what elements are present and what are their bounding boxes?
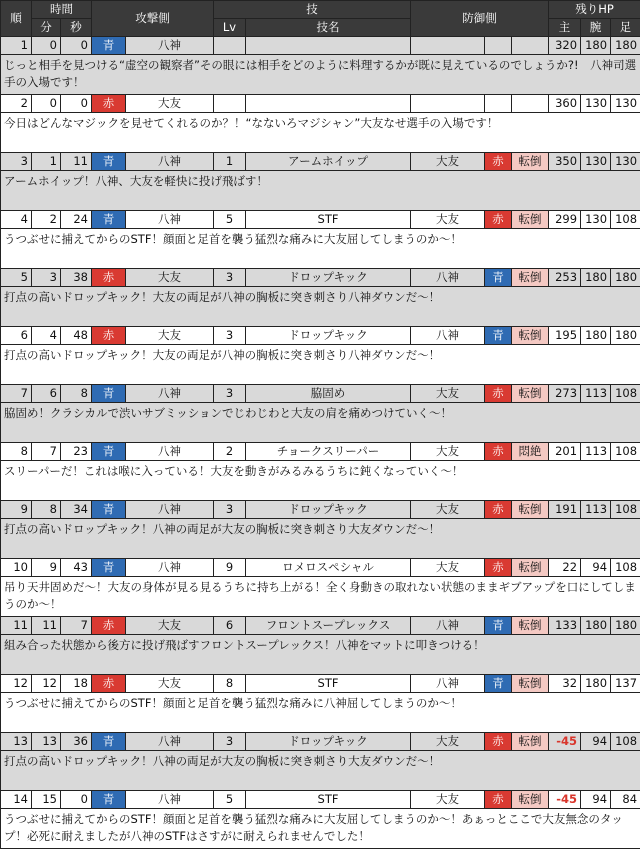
comment-text: じっと相手を見つける“虚空の観察者”その眼には相手をどのように料理するかが既に見えているのでしょうか?! 八神司選手の入場です！ [1,55,640,95]
comment-text: 打点の高いドロップキック！大友の両足が八神の胸板に突き刺さり八神ダウンだ～！ [1,345,640,385]
hp-arm: 94 [581,791,611,809]
comment-text: 組み合った状態から後方に投げ飛ばすフロントスープレックス！八神をマットに叩きつける！ [1,635,640,675]
defender-name: 八神 [411,617,485,635]
table-row [1,269,640,287]
defender-side-badge [485,37,512,55]
attacker-name: 大友 [126,675,214,693]
attacker-side-badge: 赤 [92,617,126,635]
row-number: 7 [1,385,32,403]
comment-row [1,577,640,617]
attacker-side-badge: 青 [92,791,126,809]
attacker-side-badge: 青 [92,733,126,751]
hp-main: 201 [549,443,581,461]
tech-name [246,37,411,55]
result-badge: 転倒 [512,559,549,577]
hp-leg: 108 [611,211,640,229]
row-number: 2 [1,95,32,113]
comment-row [1,519,640,559]
defender-side-badge: 青 [485,617,512,635]
hp-main: 22 [549,559,581,577]
time-minute: 1 [32,153,61,171]
comment-text: スリーパーだ！これは喉に入っている！大友を動きがみるみるうちに鈍くなっていく～！ [1,461,640,501]
table-row [1,95,640,113]
time-minute: 6 [32,385,61,403]
result-badge [512,37,549,55]
hp-leg: 108 [611,559,640,577]
comment-text: 今日はどんなマジックを見せてくれるのか？！“なないろマジシャン”大友なせ選手の入場です！ [1,113,640,153]
header-byo: 秒 [61,19,92,37]
row-number: 6 [1,327,32,345]
defender-side-badge: 赤 [485,443,512,461]
tech-name: ドロップキック [246,501,411,519]
tech-level: 9 [214,559,246,577]
comment-text: 打点の高いドロップキック！大友の両足が八神の胸板に突き刺さり八神ダウンだ～！ [1,287,640,327]
header-ashi: 足 [611,19,640,37]
attacker-name: 八神 [126,385,214,403]
attacker-side-badge: 赤 [92,675,126,693]
tech-level [214,95,246,113]
row-number: 5 [1,269,32,287]
attacker-side-badge: 赤 [92,327,126,345]
result-badge: 転倒 [512,733,549,751]
comment-row [1,635,640,675]
table-row [1,501,640,519]
comment-text: 打点の高いドロップキック！八神の両足が大友の胸板に突き刺さり大友ダウンだ～！ [1,519,640,559]
result-badge: 転倒 [512,153,549,171]
hp-leg: 180 [611,327,640,345]
hp-arm: 130 [581,95,611,113]
hp-arm: 113 [581,501,611,519]
hp-main: 32 [549,675,581,693]
header-fun: 分 [32,19,61,37]
header-jun: 順 [1,1,32,37]
comment-row [1,171,640,211]
comment-text: うつぶせに捕えてからのSTF！顔面と足首を襲う猛烈な痛みに大友屈してしまうのか～！あぁっとここで大友無念のタップ！必死に耐えましたが八神のSTFはさすがに耐えられませんでした！ [1,809,640,849]
time-minute: 8 [32,501,61,519]
header-shu: 主 [549,19,581,37]
attacker-side-badge: 青 [92,211,126,229]
defender-name: 八神 [411,269,485,287]
hp-arm: 180 [581,675,611,693]
comment-row [1,751,640,791]
defender-name [411,37,485,55]
defender-name: 大友 [411,385,485,403]
time-second: 8 [61,385,92,403]
comment-row [1,287,640,327]
defender-side-badge: 赤 [485,211,512,229]
defender-name: 八神 [411,675,485,693]
time-minute: 13 [32,733,61,751]
header-hp: 残りHP [549,1,640,19]
comment-text: うつぶせに捕えてからのSTF！顔面と足首を襲う猛烈な痛みに大友屈してしまうのか～！ [1,229,640,269]
hp-main: 253 [549,269,581,287]
attacker-name: 八神 [126,153,214,171]
comment-text: 脇固め！クラシカルで渋いサブミッションでじわじわと大友の肩を痛めつけていく～！ [1,403,640,443]
row-number: 1 [1,37,32,55]
table-row [1,559,640,577]
result-badge: 転倒 [512,675,549,693]
table-row [1,675,640,693]
defender-side-badge: 赤 [485,791,512,809]
attacker-name: 大友 [126,617,214,635]
row-number: 8 [1,443,32,461]
defender-side-badge: 青 [485,327,512,345]
row-number: 9 [1,501,32,519]
result-badge: 転倒 [512,327,549,345]
hp-main: 195 [549,327,581,345]
result-badge: 転倒 [512,791,549,809]
attacker-name: 八神 [126,791,214,809]
tech-level: 5 [214,211,246,229]
hp-leg: 137 [611,675,640,693]
attacker-side-badge: 赤 [92,269,126,287]
time-second: 7 [61,617,92,635]
hp-leg: 180 [611,37,640,55]
attacker-name: 八神 [126,37,214,55]
defender-side-badge [485,95,512,113]
tech-name: STF [246,791,411,809]
hp-main: 273 [549,385,581,403]
row-number: 4 [1,211,32,229]
attacker-name: 八神 [126,559,214,577]
defender-name: 大友 [411,559,485,577]
result-badge: 転倒 [512,269,549,287]
table-row [1,153,640,171]
comment-row [1,403,640,443]
attacker-side-badge: 青 [92,385,126,403]
tech-name: ドロップキック [246,269,411,287]
defender-name: 大友 [411,211,485,229]
table-row [1,211,640,229]
tech-name: STF [246,675,411,693]
hp-arm: 94 [581,559,611,577]
header-ude: 腕 [581,19,611,37]
time-minute: 4 [32,327,61,345]
time-second: 36 [61,733,92,751]
table-row [1,791,640,809]
time-minute: 3 [32,269,61,287]
time-minute: 15 [32,791,61,809]
hp-main: -45 [549,733,581,751]
attacker-name: 八神 [126,443,214,461]
hp-arm: 180 [581,327,611,345]
defender-name: 大友 [411,153,485,171]
tech-level: 1 [214,153,246,171]
time-second: 18 [61,675,92,693]
attacker-name: 八神 [126,501,214,519]
tech-name: ドロップキック [246,327,411,345]
time-second: 0 [61,791,92,809]
header-jikan: 時間 [32,1,92,19]
defender-name [411,95,485,113]
tech-name: ロメロスペシャル [246,559,411,577]
tech-level: 3 [214,385,246,403]
tech-name: STF [246,211,411,229]
time-second: 48 [61,327,92,345]
table-row [1,327,640,345]
comment-row [1,461,640,501]
time-second: 24 [61,211,92,229]
hp-arm: 113 [581,385,611,403]
attacker-name: 八神 [126,733,214,751]
result-badge: 転倒 [512,501,549,519]
time-second: 38 [61,269,92,287]
tech-name: 脇固め [246,385,411,403]
hp-arm: 180 [581,269,611,287]
hp-arm: 130 [581,153,611,171]
row-number: 12 [1,675,32,693]
row-number: 14 [1,791,32,809]
tech-level: 6 [214,617,246,635]
defender-name: 八神 [411,327,485,345]
comment-row [1,55,640,95]
defender-side-badge: 青 [485,269,512,287]
time-minute: 0 [32,37,61,55]
header-attacker: 攻撃側 [92,1,214,37]
tech-name: アームホイップ [246,153,411,171]
hp-arm: 94 [581,733,611,751]
comment-row [1,693,640,733]
comment-text: 吊り天井固めだ～！大友の身体が見る見るうちに持ち上がる！全く身動きの取れない状態のままギブアップを口にしてしまうのか～！ [1,577,640,617]
row-number: 13 [1,733,32,751]
hp-leg: 108 [611,733,640,751]
hp-leg: 84 [611,791,640,809]
row-number: 10 [1,559,32,577]
defender-name: 大友 [411,443,485,461]
tech-level: 5 [214,791,246,809]
hp-main: 299 [549,211,581,229]
hp-arm: 180 [581,617,611,635]
attacker-side-badge: 青 [92,559,126,577]
tech-level: 3 [214,501,246,519]
time-minute: 11 [32,617,61,635]
hp-main: 133 [549,617,581,635]
attacker-side-badge: 青 [92,501,126,519]
tech-name: フロントスープレックス [246,617,411,635]
time-second: 43 [61,559,92,577]
defender-side-badge: 赤 [485,559,512,577]
attacker-name: 大友 [126,269,214,287]
attacker-side-badge: 青 [92,37,126,55]
header-waza: 技 [214,1,411,19]
attacker-side-badge: 赤 [92,95,126,113]
attacker-name: 大友 [126,327,214,345]
hp-arm: 180 [581,37,611,55]
tech-level: 3 [214,269,246,287]
attacker-side-badge: 青 [92,153,126,171]
tech-name: チョークスリーパー [246,443,411,461]
defender-name: 大友 [411,791,485,809]
result-badge: 転倒 [512,617,549,635]
table-row [1,385,640,403]
tech-name: ドロップキック [246,733,411,751]
comment-row [1,809,640,849]
result-badge: 悶絶 [512,443,549,461]
hp-leg: 180 [611,269,640,287]
time-minute: 9 [32,559,61,577]
hp-leg: 108 [611,443,640,461]
hp-main: 360 [549,95,581,113]
hp-leg: 130 [611,153,640,171]
time-second: 11 [61,153,92,171]
tech-name [246,95,411,113]
hp-leg: 108 [611,501,640,519]
comment-row [1,229,640,269]
attacker-name: 大友 [126,95,214,113]
comment-text: うつぶせに捕えてからのSTF！顔面と足首を襲う猛烈な痛みに八神屈してしまうのか～！ [1,693,640,733]
time-second: 0 [61,37,92,55]
tech-level: 3 [214,733,246,751]
hp-main: 191 [549,501,581,519]
table-row [1,443,640,461]
hp-arm: 113 [581,443,611,461]
time-second: 34 [61,501,92,519]
attacker-name: 八神 [126,211,214,229]
time-second: 0 [61,95,92,113]
comment-row [1,113,640,153]
comment-text: アームホイップ！八神、大友を軽快に投げ飛ばす！ [1,171,640,211]
time-minute: 12 [32,675,61,693]
result-badge [512,95,549,113]
defender-side-badge: 赤 [485,733,512,751]
defender-side-badge: 赤 [485,501,512,519]
header-lv: Lv [214,19,246,37]
defender-name: 大友 [411,733,485,751]
table-row [1,733,640,751]
tech-level [214,37,246,55]
tech-level: 3 [214,327,246,345]
hp-leg: 130 [611,95,640,113]
header-row-top [1,1,640,19]
table-row [1,37,640,55]
attacker-side-badge: 青 [92,443,126,461]
tech-level: 8 [214,675,246,693]
result-badge: 転倒 [512,211,549,229]
time-minute: 7 [32,443,61,461]
defender-side-badge: 青 [485,675,512,693]
comment-row [1,345,640,385]
hp-main: -45 [549,791,581,809]
result-badge: 転倒 [512,385,549,403]
time-minute: 2 [32,211,61,229]
tech-level: 2 [214,443,246,461]
hp-arm: 130 [581,211,611,229]
hp-leg: 108 [611,385,640,403]
hp-main: 320 [549,37,581,55]
time-second: 23 [61,443,92,461]
defender-name: 大友 [411,501,485,519]
hp-main: 350 [549,153,581,171]
hp-leg: 180 [611,617,640,635]
header-wazamei: 技名 [246,19,411,37]
comment-text: 打点の高いドロップキック！八神の両足が大友の胸板に突き刺さり大友ダウンだ～！ [1,751,640,791]
defender-side-badge: 赤 [485,385,512,403]
header-defender: 防御側 [411,1,549,37]
row-number: 3 [1,153,32,171]
time-minute: 0 [32,95,61,113]
defender-side-badge: 赤 [485,153,512,171]
table-row [1,617,640,635]
row-number: 11 [1,617,32,635]
